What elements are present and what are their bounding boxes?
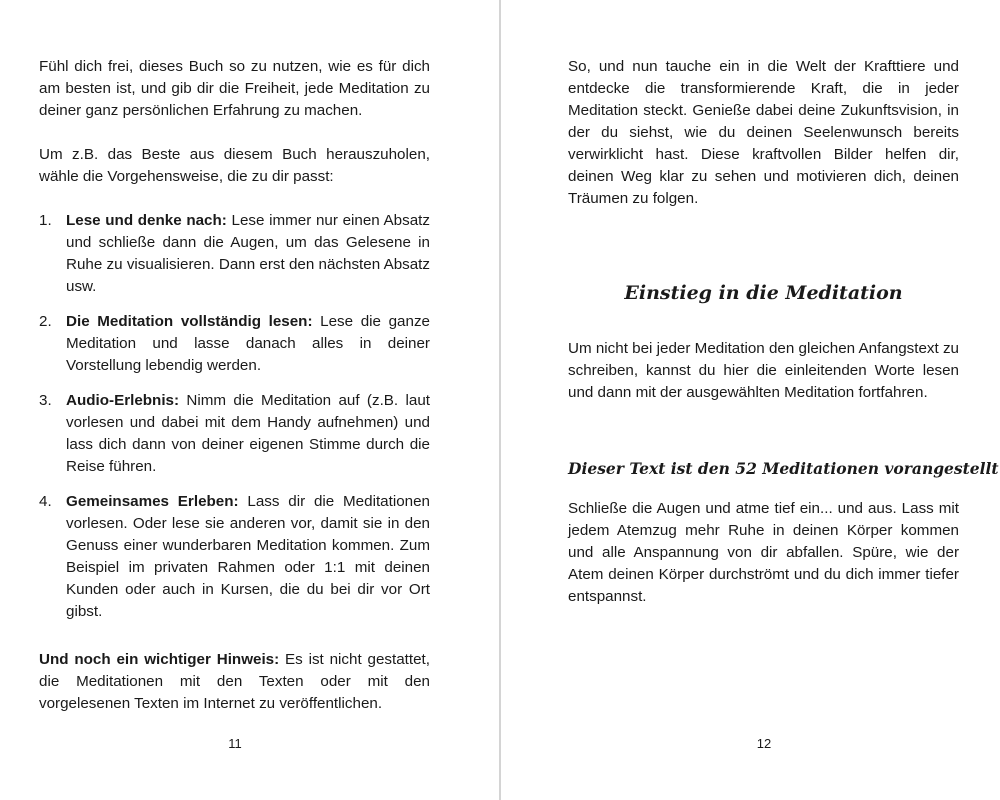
right-page xyxy=(501,0,1000,800)
approach-paragraph: Um z.B. das Beste aus diesem Buch herauszuholen, wähle die Vorgehensweise, die zu dir passt: xyxy=(39,146,430,185)
list-item-title: Lese und denke nach: xyxy=(66,212,227,229)
note-text: Es ist nicht gestattet, die Meditationen mit den Texten oder mit den vorgelesenen Texten im Internet zu veröffentlichen. xyxy=(39,651,430,712)
left-page xyxy=(0,0,499,800)
list-item-text: Lass dir die Meditationen vorlesen. Oder lese sie anderen vor, damit sie in den Genuss einer wunderbaren Meditation kommen. Zum Beispiel im privaten Rahmen oder 1:1 mit deinen Kunden oder auch in Kursen, die du bei dir vor Ort gibst. xyxy=(66,493,430,620)
list-item xyxy=(39,390,430,478)
list-item xyxy=(39,311,430,377)
section-heading: Einstieg in die Meditation xyxy=(624,282,903,304)
list-item-title: Gemeinsames Erleben: xyxy=(66,493,239,510)
power-animals-paragraph: So, und nun tauche ein in die Welt der Krafttiere und entdecke die transformierende Kraft, die in jeder Meditation steckt. Genieße dabei deine Zukunftsvision, in der du siehst, wie du deinen Seelenwunsch bereits verwirklicht hast. Diese kraftvollen Bilder helfen dir, deinen Weg klar zu sehen und motivieren dich, deinen Träumen zu folgen. xyxy=(568,58,959,207)
page-number-left: 11 xyxy=(228,736,242,751)
list-item-title: Audio-Erlebnis: xyxy=(66,392,180,409)
sub-heading: Dieser Text ist den 52 Meditationen vorangestellt xyxy=(568,459,999,478)
intro-text-paragraph: Um nicht bei jeder Meditation den gleichen Anfangstext zu schreiben, kannst du hier die einleitenden Worte lesen und dann mit der ausgewählten Meditation fortfahren. xyxy=(568,340,959,401)
list-item-number: 1. xyxy=(39,212,52,229)
note-paragraph xyxy=(39,649,430,715)
list-item-title: Die Meditation vollständig lesen: xyxy=(66,313,313,330)
intro-paragraph: Fühl dich frei, dieses Buch so zu nutzen, wie es für dich am besten ist, und gib dir die Freiheit, jede Meditation zu deiner ganz persönlichen Erfahrung zu machen. xyxy=(39,58,430,119)
list-item-number: 4. xyxy=(39,493,52,510)
left-text-column xyxy=(39,56,430,715)
list-item xyxy=(39,210,430,298)
list-item-text: Lese die ganze Meditation und lasse danach alles in deiner Vorstellung lebendig werden. xyxy=(66,313,430,374)
list-item-number: 2. xyxy=(39,313,52,330)
list-item-text: Lese immer nur einen Absatz und schließe dann die Augen, um das Gelesene in Ruhe zu visualisieren. Dann erst den nächsten Absatz usw. xyxy=(66,212,430,295)
list-item xyxy=(39,491,430,623)
page-number-right: 12 xyxy=(756,736,772,751)
note-title: Und noch ein wichtiger Hinweis: xyxy=(39,651,280,668)
approach-list xyxy=(39,210,430,623)
list-item-text: Nimm die Meditation auf (z.B. laut vorlesen und dabei mit dem Handy aufnehmen) und lass dich dann von deiner eigenen Stimme durch die Reise führen. xyxy=(66,392,430,475)
right-text-column xyxy=(568,56,999,608)
list-item-number: 3. xyxy=(39,392,52,409)
meditation-text-paragraph: Schließe die Augen und atme tief ein... und aus. Lass mit jedem Atemzug mehr Ruhe in deinen Körper kommen und alle Anspannung von dir abfallen. Spüre, wie der Atem deinen Körper durchströmt und du dich immer tiefer entspannst. xyxy=(568,500,959,605)
